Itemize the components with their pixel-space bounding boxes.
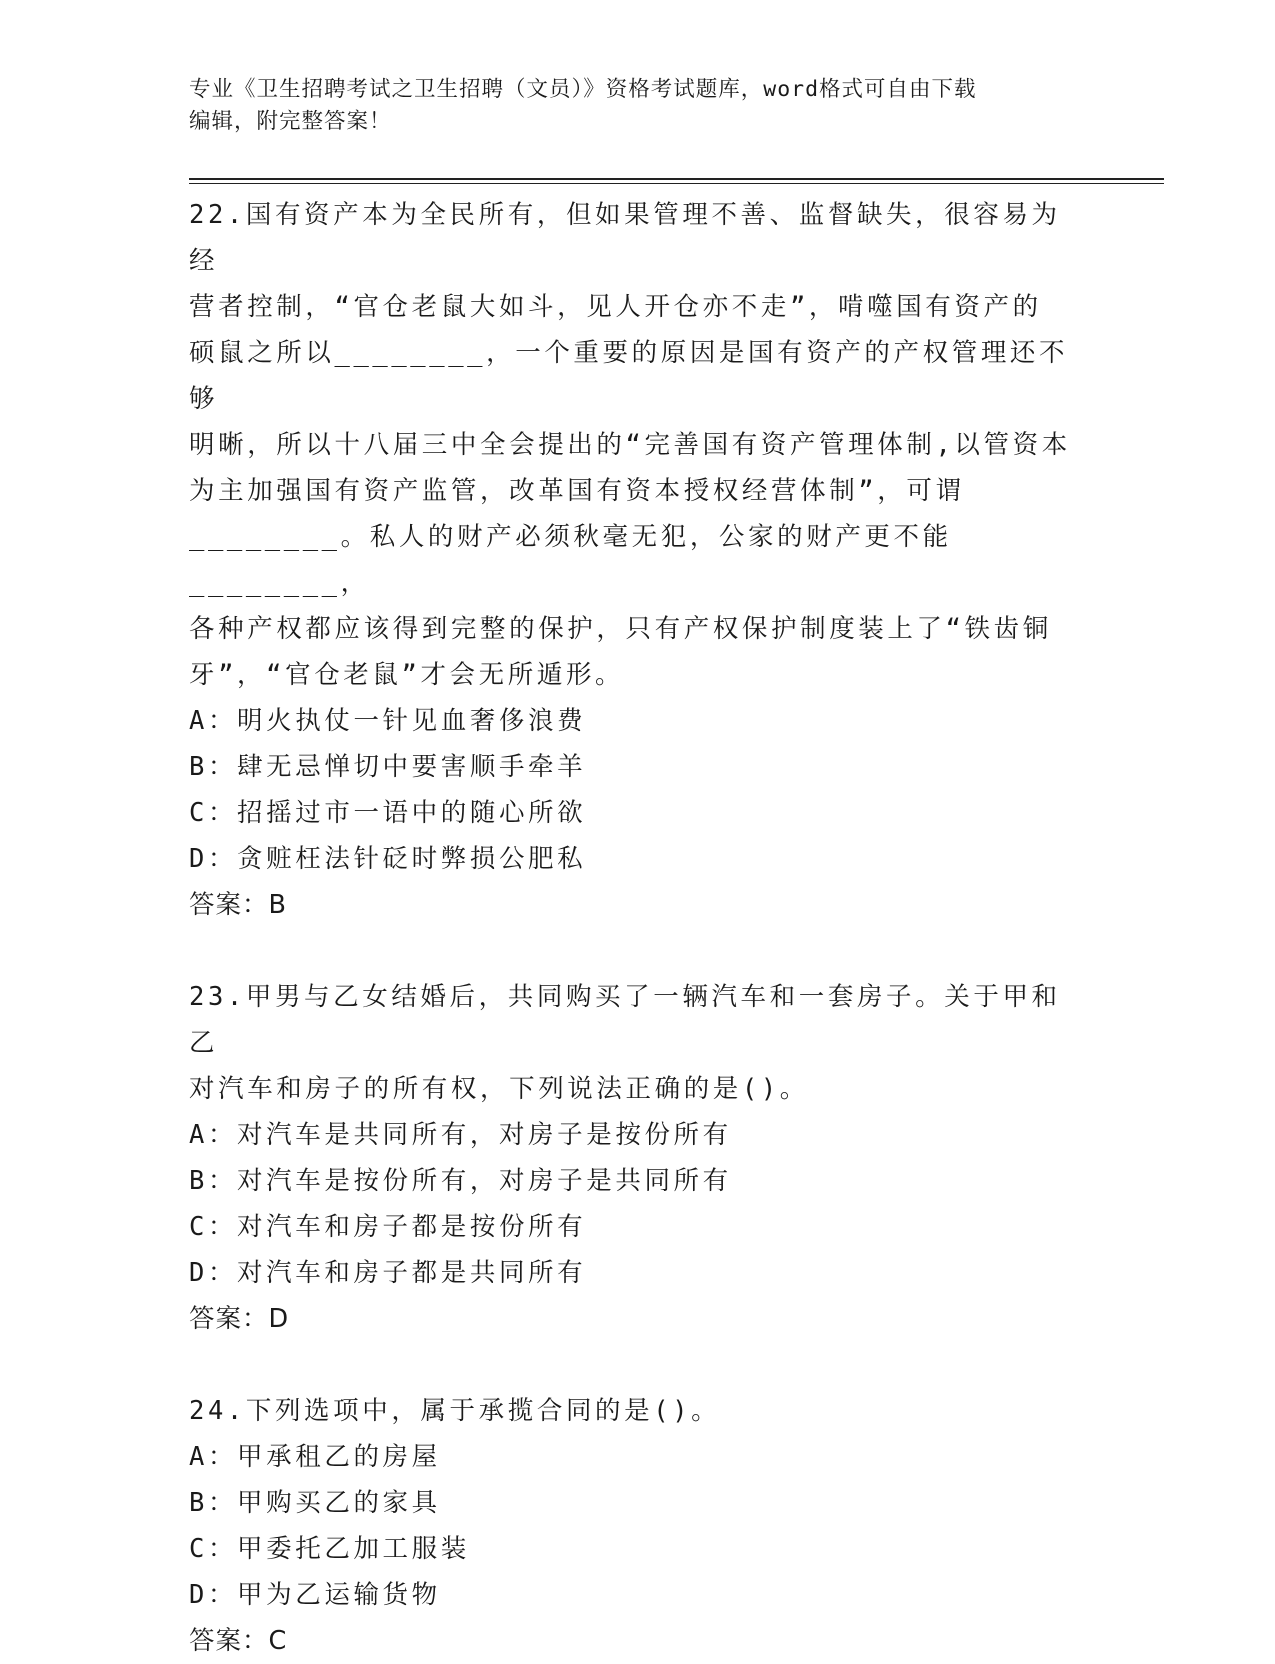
question-23 (189, 974, 1089, 1342)
option-b: B：肆无忌惮切中要害顺手牵羊 (189, 752, 587, 782)
question-text (189, 192, 1089, 698)
option-d: D：贪赃枉法针砭时弊损公肥私 (189, 844, 587, 874)
question-text-line: 24.下列选项中，属于承揽合同的是()。 (189, 1396, 721, 1426)
question-text (189, 1388, 1089, 1434)
question-text-line: 22.国有资产本为全民所有，但如果管理不善、监督缺失，很容易为经 (189, 200, 1061, 276)
question-text-line: 对汽车和房子的所有权，下列说法正确的是()。 (189, 1074, 809, 1104)
question-text-line: 23.甲男与乙女结婚后，共同购买了一辆汽车和一套房子。关于甲和乙 (189, 982, 1061, 1058)
option-c: C：甲委托乙加工服装 (189, 1534, 470, 1564)
header-line-1: 专业《卫生招聘考试之卫生招聘（文员）》资格考试题库，word格式可自由下载 (189, 77, 977, 102)
option-a: A：明火执仗一针见血奢侈浪费 (189, 706, 587, 736)
question-text-line: 各种产权都应该得到完整的保护，只有产权保护制度装上了“铁齿铜 (189, 614, 1052, 644)
option-c: C：对汽车和房子都是按份所有 (189, 1212, 587, 1242)
option-b: B：对汽车是按份所有，对房子是共同所有 (189, 1166, 732, 1196)
question-text (189, 974, 1089, 1112)
header-divider-thin (189, 183, 1164, 184)
question-24 (189, 1388, 1089, 1664)
question-spacer (189, 1342, 1089, 1388)
question-text-line: ________。私人的财产必须秋毫无犯，公家的财产更不能________， (189, 522, 952, 598)
question-text-line: 牙”，“官仓老鼠”才会无所遁形。 (189, 660, 625, 690)
document-header (189, 74, 1089, 138)
option-b: B：甲购买乙的家具 (189, 1488, 441, 1518)
option-a: A：对汽车是共同所有，对房子是按份所有 (189, 1120, 732, 1150)
option-c: C：招摇过市一语中的随心所欲 (189, 798, 587, 828)
header-divider-thick (189, 178, 1164, 180)
question-list (189, 192, 1089, 1664)
question-text-line: 营者控制，“官仓老鼠大如斗，见人开仓亦不走”，啃噬国有资产的 (189, 292, 1042, 322)
question-text-line: 硕鼠之所以________，一个重要的原因是国有资产的产权管理还不够 (189, 338, 1069, 414)
question-text-line: 为主加强国有资产监管，改革国有资本授权经营体制”，可谓 (189, 476, 965, 506)
answer-label: 答案：B (189, 890, 287, 920)
answer-label: 答案：D (189, 1304, 290, 1334)
question-22 (189, 192, 1089, 928)
answer-label: 答案：C (189, 1626, 288, 1656)
question-spacer (189, 928, 1089, 974)
option-d: D：对汽车和房子都是共同所有 (189, 1258, 587, 1288)
option-d: D：甲为乙运输货物 (189, 1580, 441, 1610)
header-line-2: 编辑，附完整答案！ (189, 109, 392, 134)
question-text-line: 明晰，所以十八届三中全会提出的“完善国有资产管理体制,以管资本 (189, 430, 1071, 460)
option-a: A：甲承租乙的房屋 (189, 1442, 441, 1472)
